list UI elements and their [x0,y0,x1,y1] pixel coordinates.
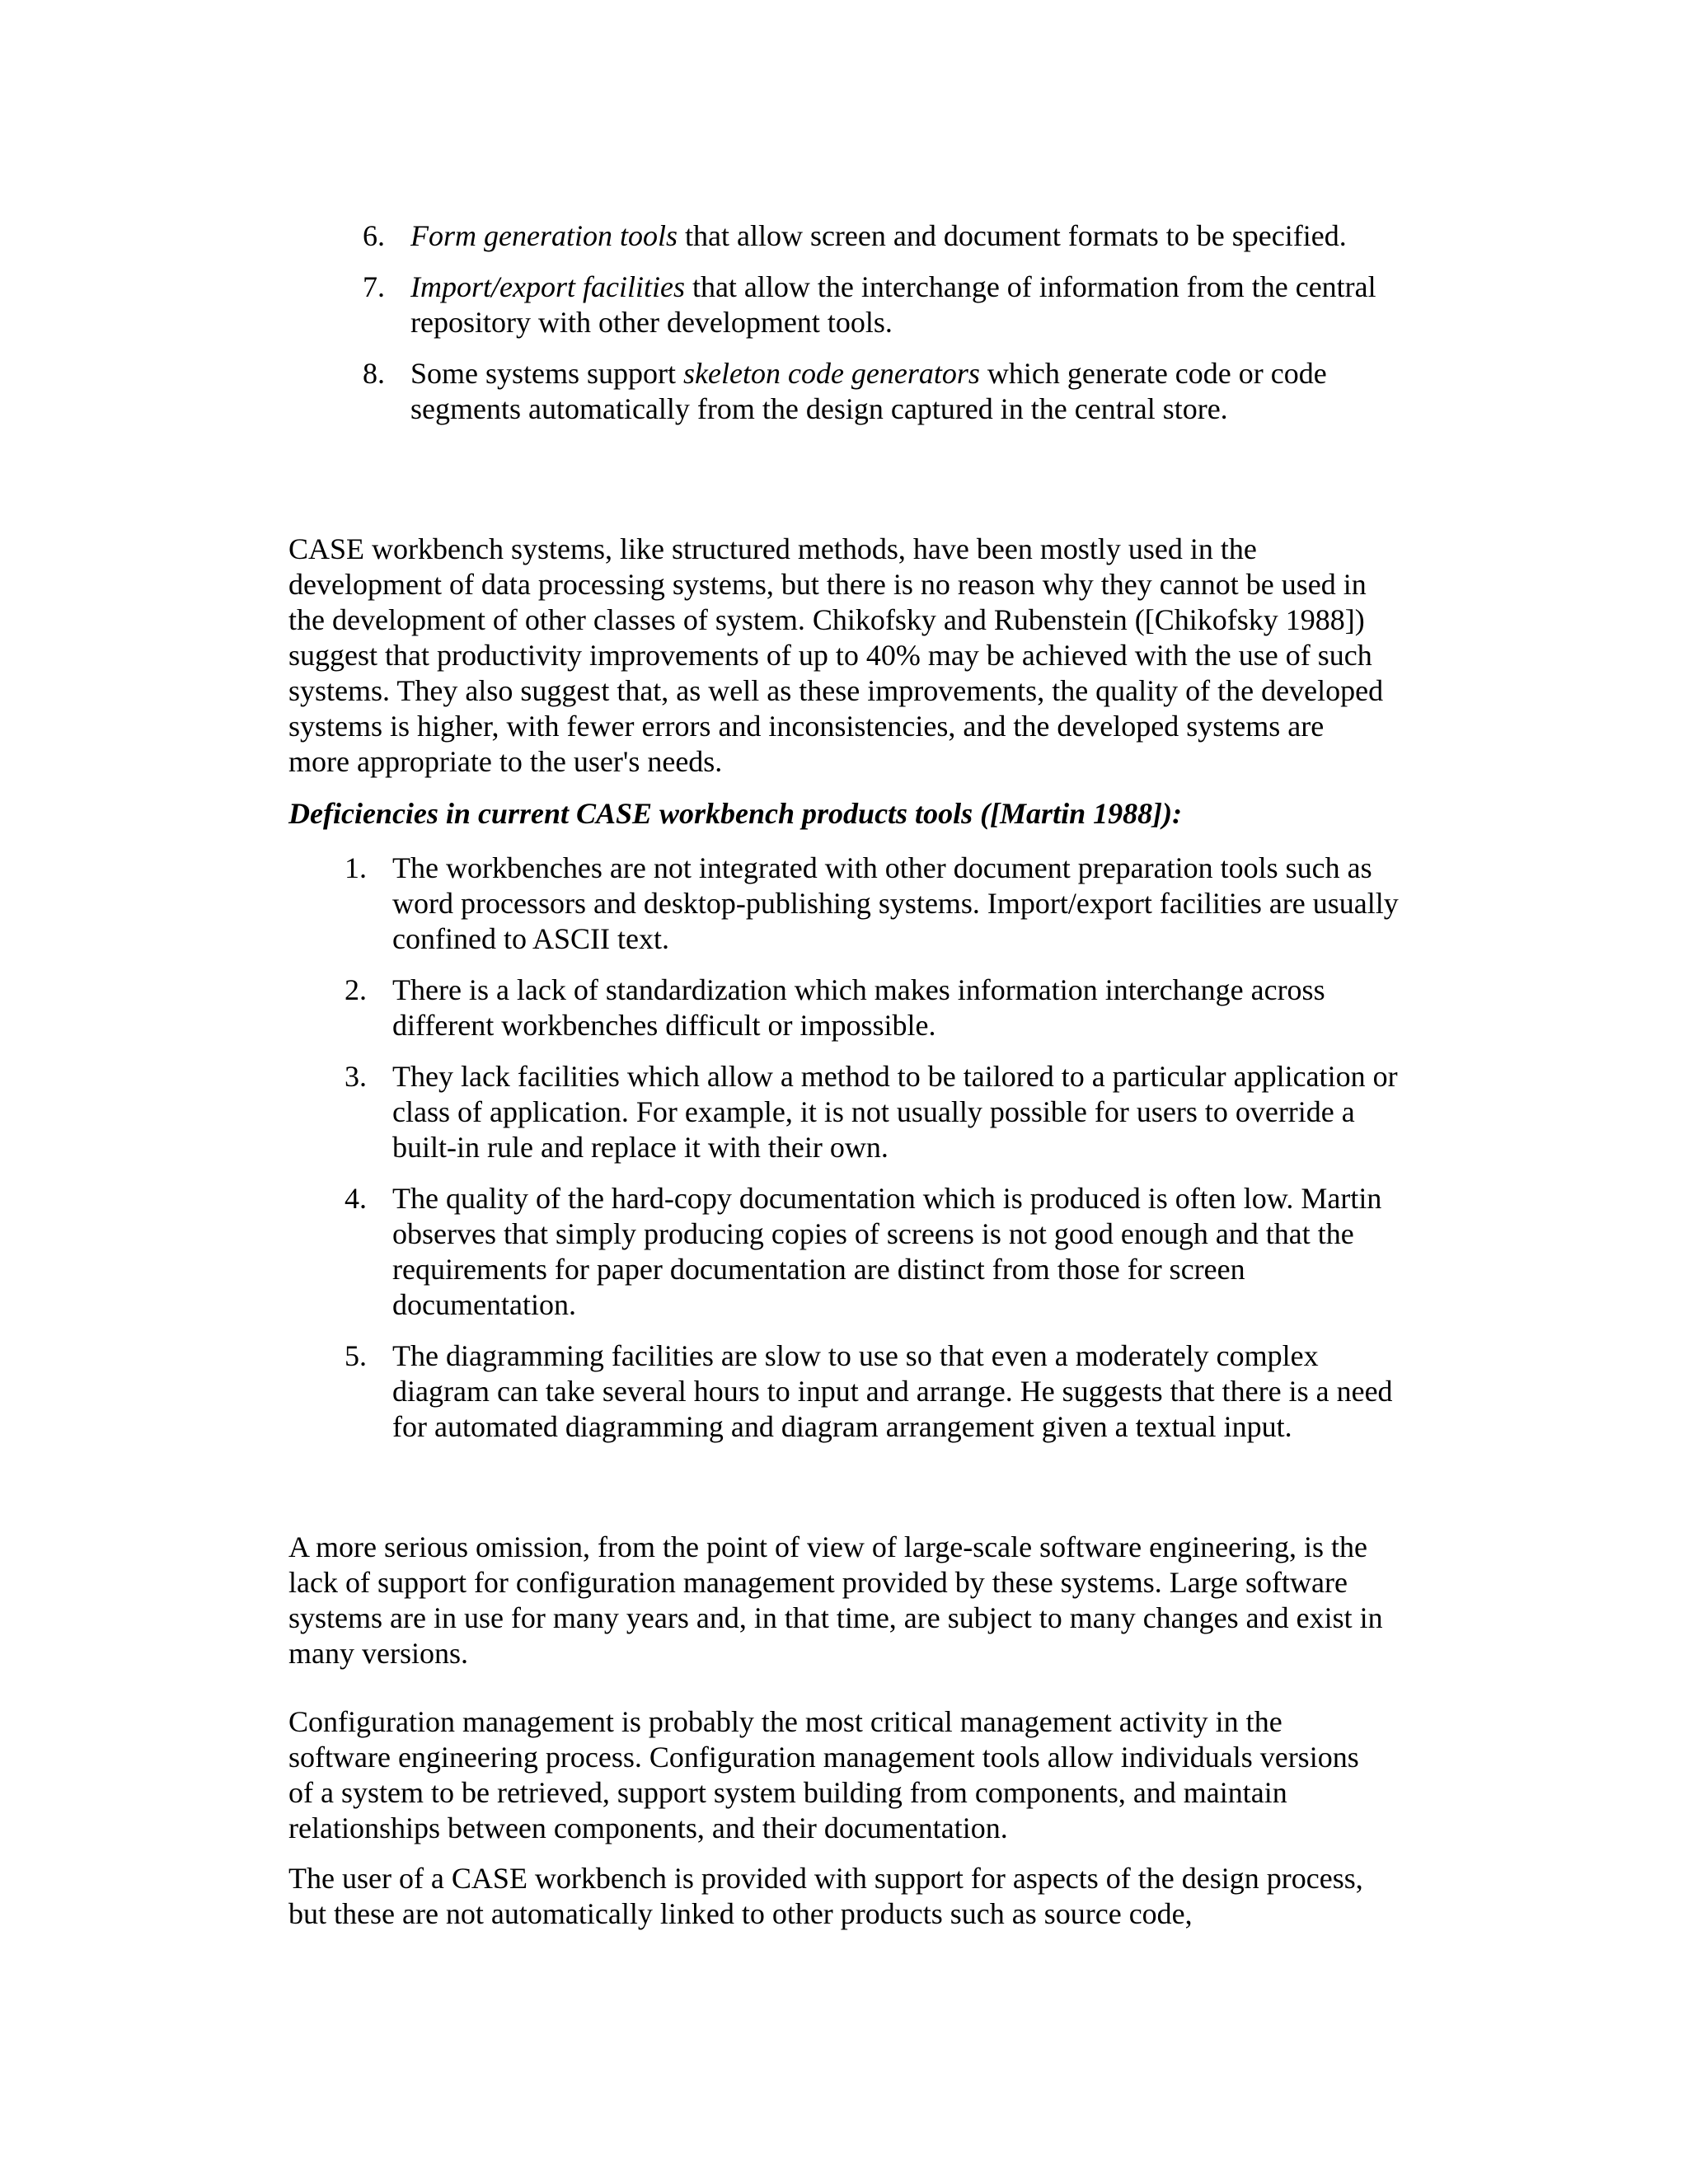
list-text: that allow the interchange of information from the central repository with other development tools. [410,270,1376,339]
list-item [345,972,1416,1043]
list-number: 4. [345,1182,367,1215]
list-text: The diagramming facilities are slow to use so that even a moderately complex diagram can take several hours to input and arrange. He suggests that there is a need for automated diagramming and diagram arrangement given a textual input. [392,1339,1393,1443]
list-item [345,1338,1416,1445]
list-text-emphasis: skeleton code generators [683,357,980,390]
list-text-emphasis: Import/export facilities [410,270,685,303]
list-text: which generate code or code segments automatically from the design captured in the central store. [410,357,1327,425]
section-heading: Deficiencies in current CASE workbench products tools ([Martin 1988]): [288,797,1183,830]
list-number: 3. [345,1060,367,1093]
list-item [363,218,1409,254]
list-number: 1. [345,851,367,884]
body-paragraph: A more serious omission, from the point of view of large-scale software engineering, is the lack of support for configuration management provided by these systems. Large software systems are in use for many years and, in that time, are subject to many changes and exist in many versions. [288,1530,1383,1670]
list-item [345,851,1416,957]
list-text-emphasis: Form generation tools [410,219,678,252]
body-paragraph: The user of a CASE workbench is provided with support for aspects of the design process, but these are not automatically linked to other products such as source code, [288,1862,1363,1930]
list-text: The quality of the hard-copy documentation which is produced is often low. Martin observes that simply producing copies of screens is not good enough and that the requirements for paper documentation are distinct from those for screen documentation. [392,1182,1382,1321]
list-number: 2. [345,973,367,1006]
list-text: The workbenches are not integrated with other document preparation tools such as word processors and desktop-publishing systems. Import/export facilities are usually confined to ASCII text. [392,851,1399,955]
list-number: 8. [363,357,385,390]
list-item [363,356,1409,427]
list-item [345,1181,1416,1323]
list-number: 7. [363,270,385,303]
list-number: 6. [363,219,385,252]
body-paragraph: Configuration management is probably the most critical management activity in the software engineering process. Configuration management tools allow individuals versions of a system to be retrieved, support system building from components, and maintain relationships between components, and their documentation. [288,1705,1359,1844]
list-text: that allow screen and document formats to be specified. [677,219,1347,252]
list-text: They lack facilities which allow a method to be tailored to a particular application or class of application. For example, it is not usually possible for users to override a built-in rule and replace it with their own. [392,1060,1398,1164]
list-item [345,1059,1416,1165]
deficiencies-list [345,851,1416,1460]
list-text: There is a lack of standardization which makes information interchange across different workbenches difficult or impossible. [392,973,1325,1042]
tools-list [363,218,1409,443]
body-paragraph: CASE workbench systems, like structured methods, have been mostly used in the development of data processing systems, but there is no reason why they cannot be used in the development of other classes of system. Chikofsky and Rubenstein ([Chikofsky 1988]) suggest that productivity improvements of up to 40% may be achieved with the use of such systems. They also suggest that, as well as these improvements, the quality of the developed systems is higher, with fewer errors and inconsistencies, and the developed systems are more appropriate to the user's needs. [288,532,1384,778]
list-text-lead: Some systems support [410,357,684,390]
list-item [363,269,1409,340]
list-number: 5. [345,1339,367,1372]
